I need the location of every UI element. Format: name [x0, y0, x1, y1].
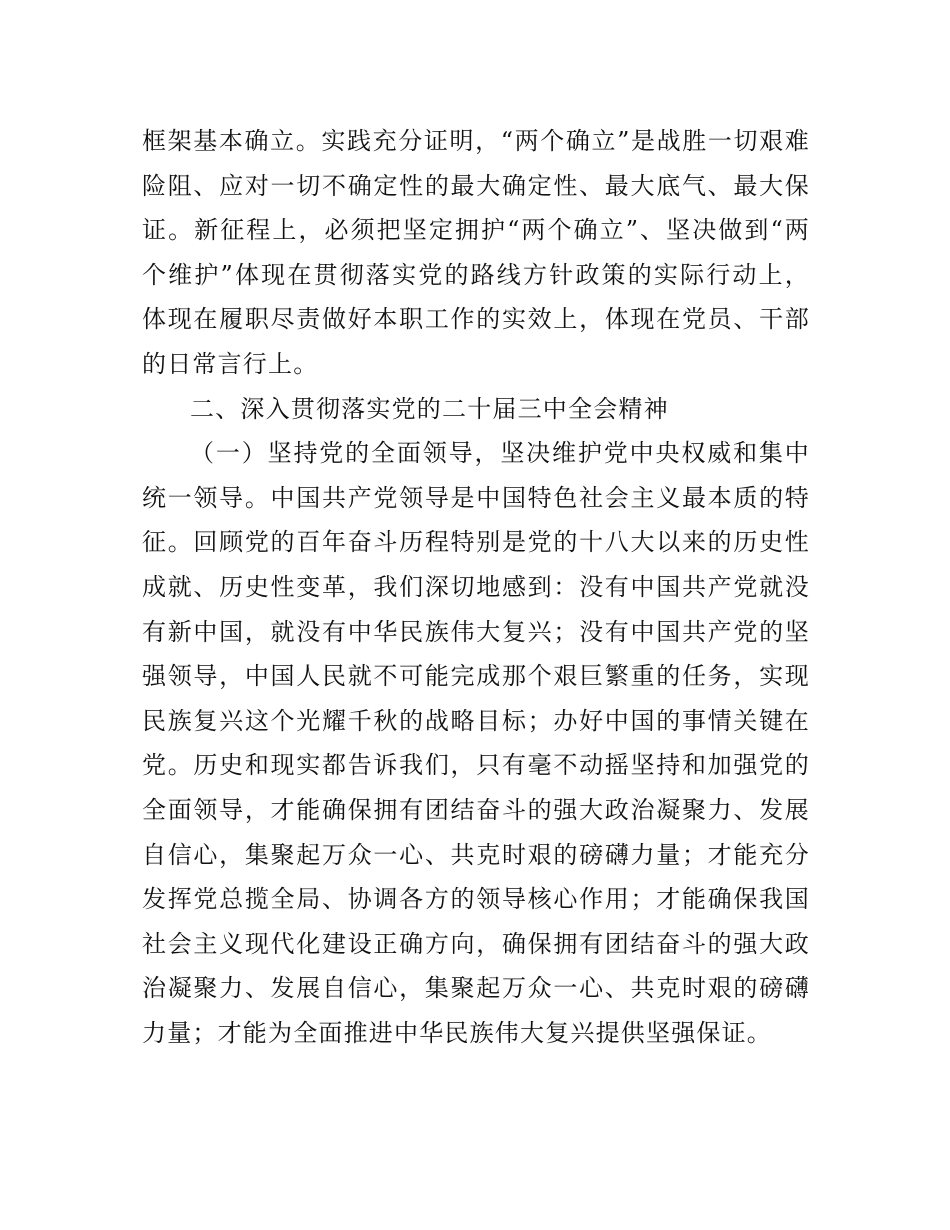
- paragraph-subsection-one: （一）坚持党的全面领导，坚决维护党中央权威和集中统一领导。中国共产党领导是中国特色社会主义最本质的特征。回顾党的百年奋斗历程特别是党的十八大以来的历史性成就、历史性变革，我们深切地感到：没有中国共产党就没有新中国，就没有中华民族伟大复兴；没有中国共产党的坚强领导，中国人民就不可能完成那个艰巨繁重的任务，实现民族复兴这个光耀千秋的战略目标；办好中国的事情关键在党。历史和现实都告诉我们，只有毫不动摇坚持和加强党的全面领导，才能确保拥有团结奋斗的强大政治凝聚力、发展自信心，集聚起万众一心、共克时艰的磅礴力量；才能充分发挥党总揽全局、协调各方的领导核心作用；才能确保我国社会主义现代化建设正确方向，确保拥有团结奋斗的强大政治凝聚力、发展自信心，集聚起万众一心、共克时艰的磅礴力量；才能为全面推进中华民族伟大复兴提供坚强保证。: [142, 439, 810, 1047]
- section-heading: 二、深入贯彻落实党的二十届三中全会精神: [190, 394, 669, 423]
- document-body: [142, 119, 810, 1055]
- paragraph-continuation: 框架基本确立。实践充分证明，“两个确立”是战胜一切艰难险阻、应对一切不确定性的最大确定性、最大底气、最大保证。新征程上，必须把坚定拥护“两个确立”、坚决做到“两个维护”体现在贯彻落实党的路线方针政策的实际行动上，体现在履职尽责做好本职工作的实效上，体现在党员、干部的日常言行上。: [142, 127, 810, 378]
